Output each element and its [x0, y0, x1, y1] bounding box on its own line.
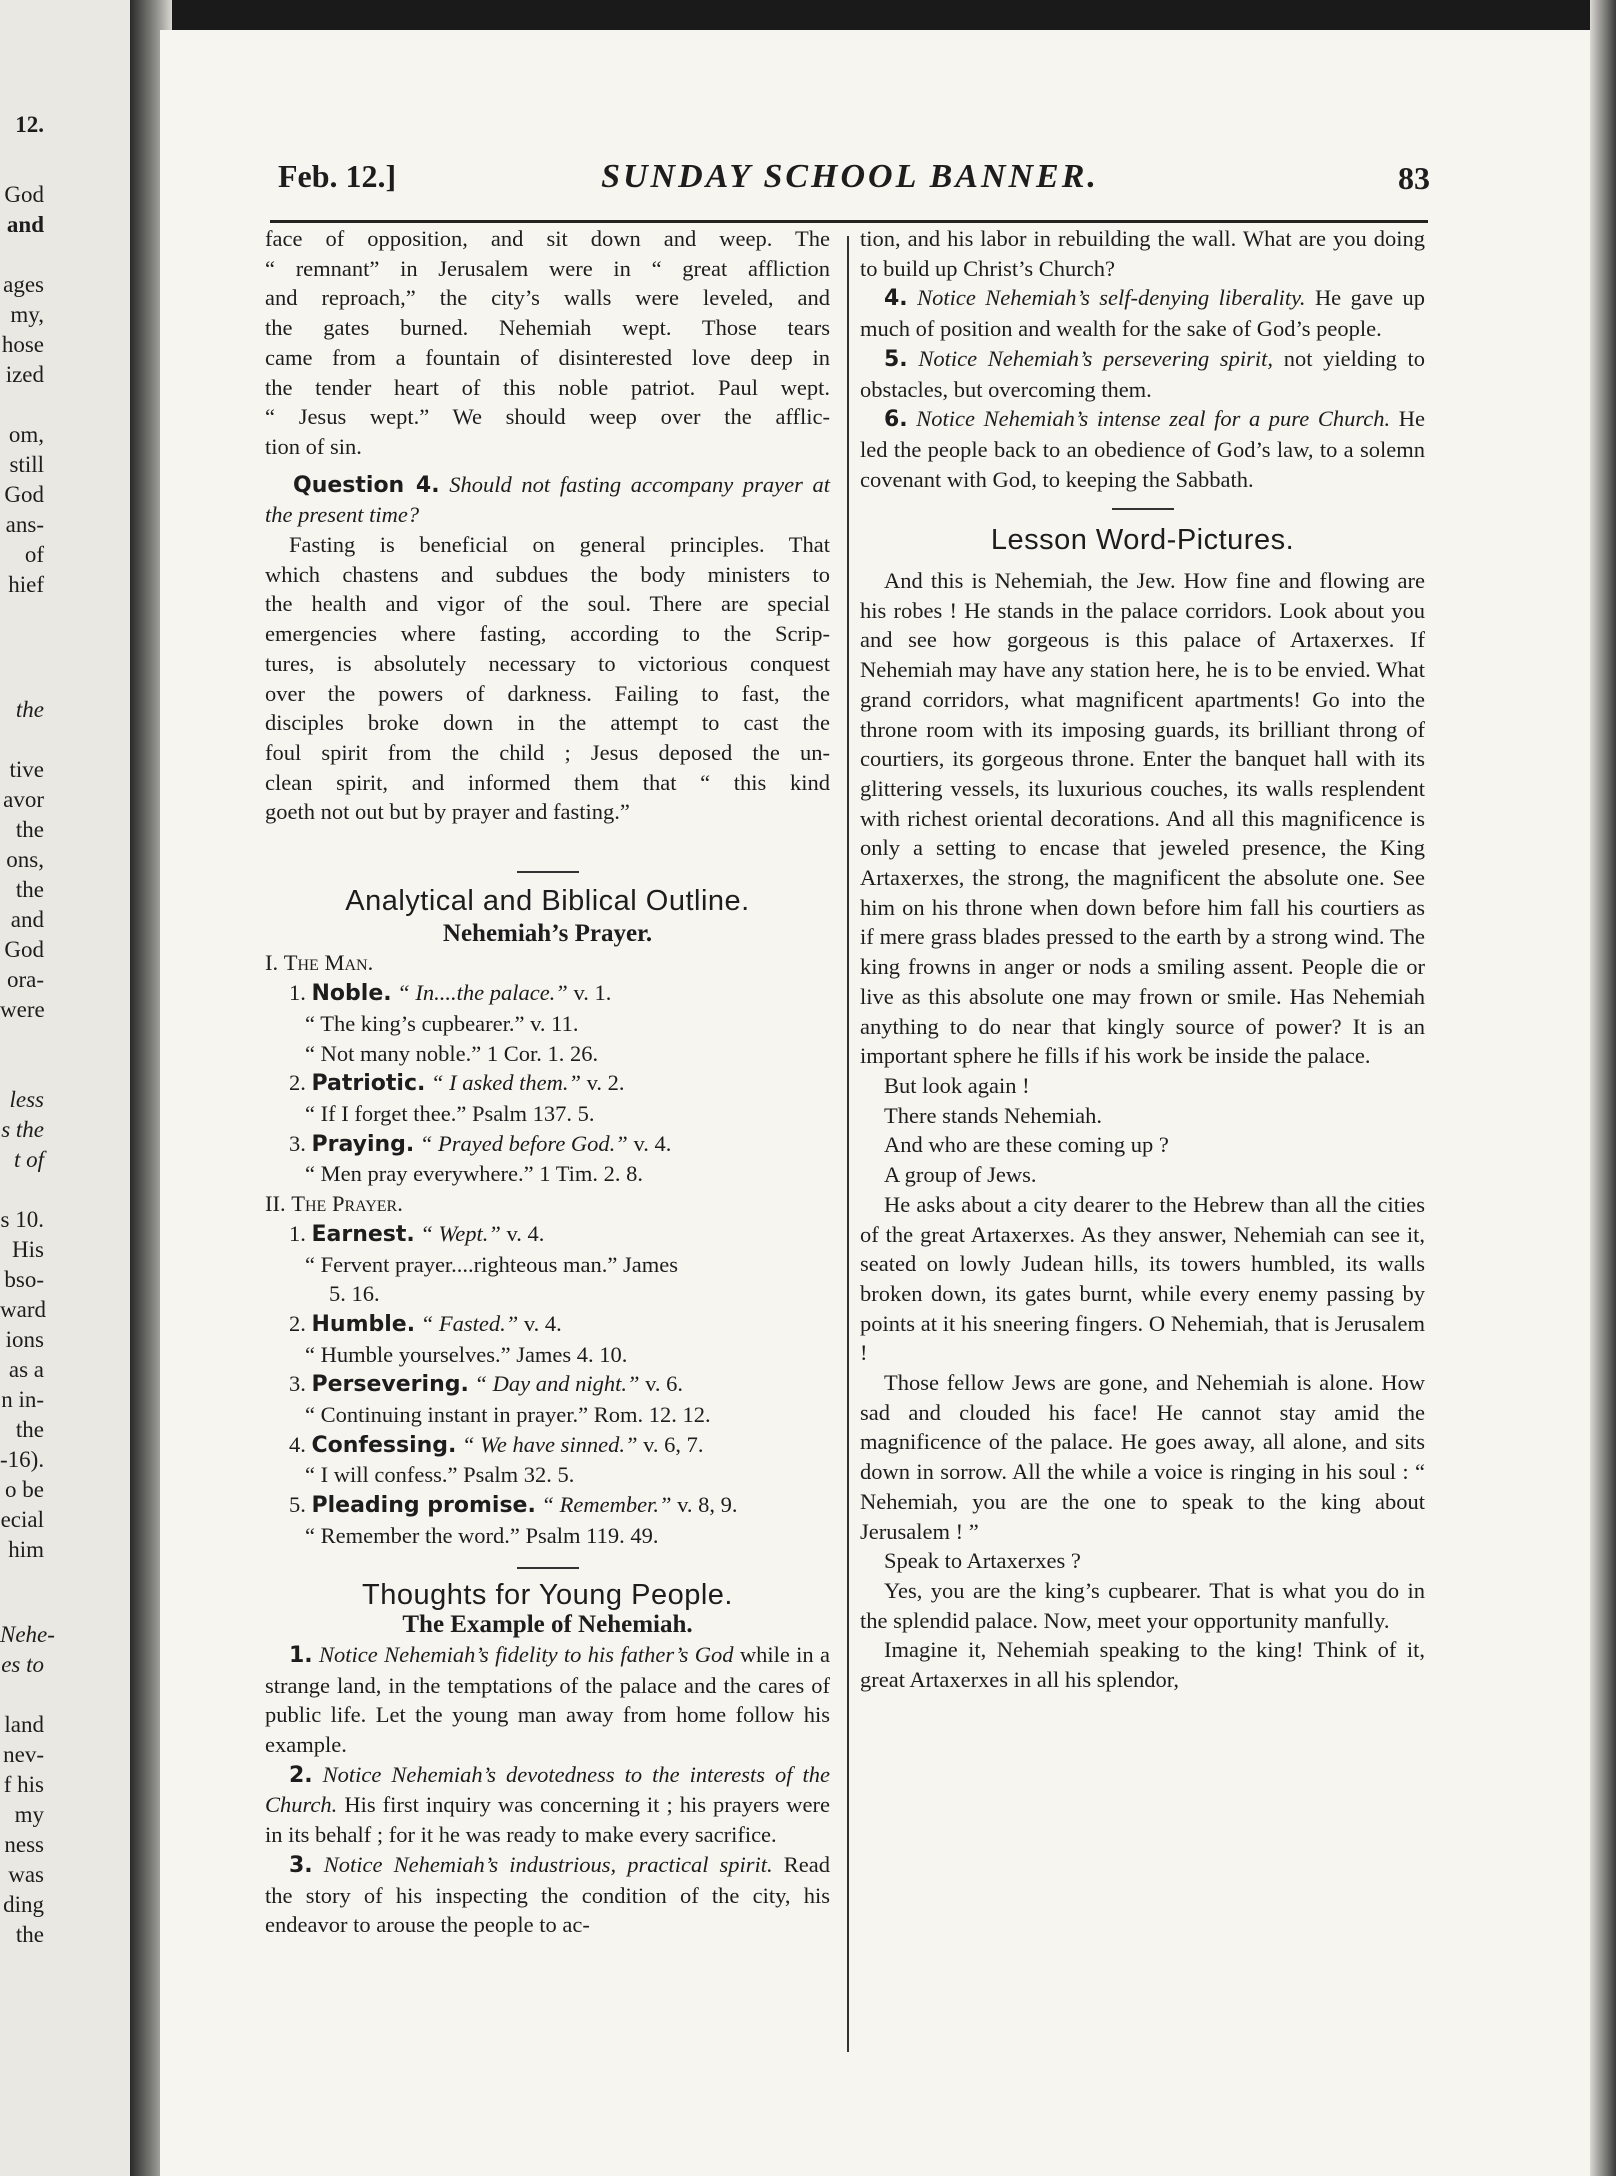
outline-citation: “ Continuing instant in prayer.” Rom. 12. 12.: [305, 1402, 711, 1428]
outline-section-label: The Prayer.: [291, 1191, 403, 1217]
outline-item: [289, 1490, 830, 1521]
outline-sub: [305, 1460, 830, 1490]
thought-item: [265, 1640, 830, 1760]
facing-page-fragment: om,: [8, 422, 44, 447]
text-line: “ Jesus wept.” We should weep over the afflic-: [265, 404, 830, 430]
page-number: 83: [1398, 160, 1430, 196]
thought-item: [860, 344, 1425, 404]
question-text: Should not fasting accompany prayer at the present time?: [265, 471, 830, 528]
outline-citation: “ If I forget thee.” Psalm 137. 5.: [305, 1100, 595, 1126]
text-line: emergencies where fasting, according to the Scrip-: [265, 621, 830, 647]
facing-page-fragment: ding: [3, 1892, 44, 1917]
facing-page-fragment: ness: [4, 1832, 44, 1857]
facing-page-fragment: less: [9, 1087, 44, 1112]
facing-page-fragment: still: [9, 452, 44, 477]
outline-reference: v. 4.: [523, 1310, 562, 1336]
facing-page-fragment: 12.: [15, 112, 44, 137]
thought-lead: Notice Nehemiah’s industrious, practical spirit.: [323, 1851, 773, 1877]
outline-sub: [305, 1009, 830, 1039]
section-divider: [1112, 508, 1174, 510]
thought-text: His first inquiry was concerning it ; his prayers were in its behalf ; for it he was ready to make every sacrifice.: [265, 1792, 830, 1848]
text-line: face of opposition, and sit down and weep. The: [265, 226, 830, 251]
facing-page-fragment: him: [8, 1537, 44, 1562]
word-pictures-paragraph: Yes, you are the king’s cupbearer. That is what you do in the splendid palace. Now, meet your opportunity manfully.: [860, 1577, 1425, 1633]
facing-page-fragment: es to: [1, 1652, 44, 1677]
facing-page-fragment: as a: [8, 1357, 44, 1382]
outline-sub: [305, 1521, 830, 1551]
text-line: over the powers of darkness. Failing to fast, the: [265, 680, 830, 706]
outline-sub: [305, 1099, 830, 1129]
facing-page-fragment: the: [15, 1922, 44, 1947]
outline-number: 2.: [289, 1070, 306, 1096]
word-pictures-paragraph: Imagine it, Nehemiah speaking to the king! Think of it, great Artaxerxes in all his splendor,: [860, 1637, 1425, 1693]
thought-text: while in a strange land, in the temptations of the palace and the cares of public life. Let the young man away from home follow his example.: [265, 1641, 831, 1758]
thought-lead: Notice Nehemiah’s self-denying liberality.: [917, 285, 1306, 311]
outline-label: Noble.: [311, 981, 392, 1007]
text-line: the health and vigor of the soul. There are special: [265, 591, 830, 617]
facing-page-fragment: ward: [0, 1297, 46, 1322]
outline-citation: “ Remember the word.” Psalm 119. 49.: [305, 1522, 659, 1548]
text-line: came from a fountain of disinterested love deep in: [265, 344, 830, 370]
question-label: Question 4.: [293, 472, 440, 498]
facing-page-fragment: f his: [3, 1772, 44, 1797]
facing-page-fragment: ora-: [6, 967, 44, 992]
thought-number: 3.: [289, 1852, 313, 1878]
outline-section: [265, 948, 830, 978]
outline-section-label: The Man.: [283, 950, 374, 976]
outline-number: II.: [265, 1191, 286, 1217]
thought-text: He led the people back to an obedience of God’s law, to a solemn covenant with God, to keeping the Sabbath.: [860, 406, 1426, 492]
outline-quote: “ I asked them.”: [430, 1070, 581, 1096]
text-line: “ remnant” in Jerusalem were in “ great affliction: [265, 255, 830, 281]
poem-line: But look again !: [884, 1072, 1030, 1098]
outline-sub: [305, 1250, 830, 1280]
facing-page-fragment: the: [15, 877, 44, 902]
thought-item: [860, 283, 1425, 343]
facing-page-fragment: His: [12, 1237, 44, 1262]
word-pictures-paragraph: And this is Nehemiah, the Jew. How fine and flowing are his robes ! He stands in the palace corridors. Look about you and see how gorgeous is this palace of Artaxerxes. If Nehemiah may have any station here, he is to be envied. What grand corridors, what magnificent apartments! Go into the throne room with its imposing guards, its brilliant throng of courtiers, its gorgeous throne. Enter the banquet hall with its glittering vessels, its luxurious couches, its walls resplendent with richest oriental decorations. And all this magnificence is only a setting to encase that jeweled presence, the King Artaxerxes, the strong, the magnificent the absolute one. See him on his throne when down before him fall his courtiers as if mere grass blades pressed to the earth by a strong wind. The king frowns in anger or nods a smiling assent. People die or live as this absolute one may frown or smile. Has Nehemiah anything to do near that kingly source of power? It is an important sphere he fills if his work be inside the palace.: [860, 568, 1425, 1069]
outline-quote: “ In....the palace.”: [397, 980, 568, 1006]
outline-heading: Analytical and Biblical Outline.: [345, 885, 750, 918]
page-edge: [1590, 0, 1616, 2176]
word-pictures-paragraph: Speak to Artaxerxes ?: [884, 1548, 1081, 1574]
outline-label: Persevering.: [311, 1372, 469, 1398]
text-line: Fasting is beneficial on general principles. That: [289, 532, 830, 558]
text-line: the tender heart of this noble patriot. Paul wept.: [265, 374, 830, 400]
facing-page-fragment: the: [15, 817, 44, 842]
left-column: [265, 224, 830, 1940]
running-head: [270, 150, 1430, 210]
thought-item: [265, 1850, 830, 1940]
facing-page-fragment: the: [15, 697, 44, 722]
text-line: clean spirit, and informed them that “ this kind: [265, 769, 830, 795]
question-4: [265, 470, 830, 530]
outline-item: [289, 1369, 830, 1400]
facing-page-fragment: nev-: [3, 1742, 44, 1767]
facing-page-fragment: my,: [10, 302, 44, 327]
column-rule: [847, 236, 849, 2052]
outline-sub: [305, 1159, 830, 1189]
outline-quote: “ Wept.”: [420, 1220, 501, 1246]
section-divider: [517, 1567, 579, 1569]
facing-page-fragment: bso-: [4, 1267, 44, 1292]
facing-page-fragment: was: [8, 1862, 44, 1887]
text-line: tures, is absolutely necessary to victorious conquest: [265, 650, 830, 676]
thoughts-list: [265, 1640, 830, 1940]
facing-page-fragment: s the: [1, 1117, 44, 1142]
facing-page-fragment: tive: [9, 757, 44, 782]
outline-label: Humble.: [311, 1311, 416, 1337]
facing-page-fragment: land: [4, 1712, 44, 1737]
facing-page-fragment: God: [4, 182, 44, 207]
outline-label: Pleading promise.: [311, 1493, 536, 1519]
facing-page-fragment: avor: [3, 787, 44, 812]
answer-paragraph: [265, 530, 830, 827]
thought-number: 4.: [884, 286, 908, 312]
facing-page-fragment: ions: [5, 1327, 44, 1352]
outline-sub2: [329, 1279, 830, 1309]
facing-page-fragment: Nehe-: [0, 1622, 55, 1647]
facing-page-fragment: of: [24, 542, 44, 567]
outline-item: [289, 1430, 830, 1461]
intro-paragraph: [265, 224, 830, 462]
thought-text: He gave up much of position and wealth for the sake of God’s people.: [860, 285, 1425, 342]
poem-line: And who are these coming up ?: [884, 1132, 1169, 1158]
outline-reference: v. 1.: [573, 980, 612, 1006]
facing-page-fragment: o be: [5, 1477, 44, 1502]
thoughts-list-continued: [860, 283, 1425, 494]
outline-sub: [305, 1400, 830, 1430]
thought-lead: Notice Nehemiah’s intense zeal for a pure Church.: [916, 406, 1391, 432]
facing-page-fragment: ages: [3, 272, 44, 297]
outline-number: 2.: [289, 1310, 306, 1336]
thought-item: [860, 404, 1425, 494]
text-line: the gates burned. Nehemiah wept. Those tears: [265, 315, 830, 341]
facing-page-fragment: n in-: [1, 1387, 44, 1412]
text-line: and reproach,” the city’s walls were leveled, and: [265, 285, 830, 311]
text-line: tion of sin.: [265, 433, 362, 459]
thought-text: Read the story of his inspecting the condition of the city, his endeavor to arouse the people to ac-: [265, 1851, 831, 1938]
outline-label: Patriotic.: [311, 1071, 426, 1097]
thoughts-heading: Thoughts for Young People.: [362, 1578, 733, 1611]
outline-number: 1.: [289, 1220, 306, 1246]
outline-sub: [305, 1340, 830, 1370]
outline-label: Praying.: [311, 1131, 415, 1157]
outline-reference: v. 4.: [633, 1130, 672, 1156]
outline-item: [289, 1219, 830, 1250]
text-line: which chastens and subdues the body ministers to: [265, 561, 830, 587]
outline-quote: “ We have sinned.”: [462, 1431, 638, 1457]
text-line: disciples broke down in the attempt to cast the: [265, 710, 830, 736]
outline-citation: “ The king’s cupbearer.” v. 11.: [305, 1010, 579, 1036]
header-rule: [270, 220, 1428, 223]
outline-citation: “ Men pray everywhere.” 1 Tim. 2. 8.: [305, 1161, 644, 1187]
right-column: [860, 224, 1425, 1695]
outline-sub: [305, 1039, 830, 1069]
outline-quote: “ Prayed before God.”: [419, 1130, 628, 1156]
outline-reference: v. 2.: [586, 1070, 625, 1096]
outline-reference: v. 6.: [645, 1371, 684, 1397]
outline-reference: v. 8, 9.: [677, 1492, 738, 1518]
poem-block: [884, 1071, 1425, 1190]
outline-number: 1.: [289, 980, 306, 1006]
facing-page-fragment: -16).: [0, 1447, 45, 1472]
thought-lead: Notice Nehemiah’s devotedness to the interests of the Church.: [265, 1761, 830, 1818]
outline-item: [289, 978, 830, 1009]
outline-number: 4.: [289, 1431, 306, 1457]
facing-page-fragment: s 10.: [0, 1207, 44, 1232]
outline-label: Confessing.: [311, 1432, 457, 1458]
text-line: goeth not out but by prayer and fasting.”: [265, 799, 630, 825]
facing-page-fragment: and: [6, 212, 44, 237]
facing-page-fragment: ons,: [6, 847, 44, 872]
journal-title: SUNDAY SCHOOL BANNER.: [601, 158, 1099, 195]
outline-citation: 5. 16.: [329, 1281, 380, 1307]
facing-page-fragment: God: [4, 482, 44, 507]
thought-item: [265, 1760, 830, 1850]
outline-citation: “ Humble yourselves.” James 4. 10.: [305, 1341, 628, 1367]
facing-page-fragment: hief: [8, 572, 44, 597]
facing-page-fragment: the: [15, 1417, 44, 1442]
section-divider: [517, 871, 579, 873]
outline-item: [289, 1068, 830, 1099]
thought-number: 5.: [884, 346, 908, 372]
facing-page-fragment: were: [0, 997, 45, 1022]
outline-reference: v. 4.: [506, 1220, 545, 1246]
outline-number: 3.: [289, 1130, 306, 1156]
thought-continuation: tion, and his labor in rebuilding the wall. What are you doing to build up Christ’s Church?: [860, 226, 1425, 281]
thought-lead: Notice Nehemiah’s fidelity to his father’s God: [319, 1641, 734, 1667]
thoughts-subheading: The Example of Nehemiah.: [402, 1611, 693, 1639]
thought-number: 2.: [289, 1762, 313, 1788]
outline-citation: “ Not many noble.” 1 Cor. 1. 26.: [305, 1040, 599, 1066]
outline-item: [289, 1129, 830, 1160]
outline-number: 3.: [289, 1371, 306, 1397]
facing-page-fragment: ecial: [0, 1507, 44, 1532]
outline-citation: “ Fervent prayer....righteous man.” James: [305, 1251, 679, 1277]
outline-quote: “ Remember.”: [541, 1492, 672, 1518]
outline-number: 5.: [289, 1492, 306, 1518]
poem-line: A group of Jews.: [884, 1162, 1037, 1188]
outline-citation: “ I will confess.” Psalm 32. 5.: [305, 1462, 575, 1488]
outline-number: I.: [265, 950, 279, 976]
poem-line: There stands Nehemiah.: [884, 1102, 1103, 1128]
outline-quote: “ Day and night.”: [474, 1371, 640, 1397]
facing-page-fragment: my: [14, 1802, 44, 1827]
outline-quote: “ Fasted.”: [420, 1310, 519, 1336]
outline-reference: v. 6, 7.: [643, 1431, 704, 1457]
outline-list: [265, 948, 830, 1550]
issue-date: Feb. 12.]: [278, 158, 397, 194]
word-pictures-heading: Lesson Word-Pictures.: [990, 524, 1295, 557]
facing-page-fragment: hose: [1, 332, 44, 357]
word-pictures-paragraph: He asks about a city dearer to the Hebrew than all the cities of the great Artaxerxes. As they answer, Nehemiah can see it, seated on lowly Judean hills, its towers humbled, its walls broken down, its gates burnt, while every enemy passing by points at it his sneering fingers. O Nehemiah, that is Jerusalem !: [860, 1191, 1425, 1366]
facing-page-fragment: God: [4, 937, 44, 962]
outline-item: [289, 1309, 830, 1340]
thought-text: not yielding to obstacles, but overcoming them.: [860, 345, 1426, 402]
facing-page-fragment: t of: [13, 1147, 44, 1172]
facing-page-fragment: ans-: [5, 512, 44, 537]
outline-label: Earnest.: [311, 1221, 415, 1247]
outline-section: [265, 1189, 830, 1219]
word-pictures-paragraph: Those fellow Jews are gone, and Nehemiah is alone. How sad and clouded his face! He cannot stay amid the magnificence of the palace. He goes away, all alone, and sits down in sorrow. All the while a voice is ringing in his soul : “ Nehemiah, you are the one to speak to the king about Jerusalem ! ”: [860, 1370, 1425, 1544]
facing-page-fragment: ized: [5, 362, 44, 387]
facing-page: [0, 0, 130, 2176]
thought-lead: Notice Nehemiah’s persevering spirit,: [918, 345, 1274, 371]
facing-page-fragment: and: [10, 907, 44, 932]
thought-number: 6.: [884, 407, 908, 433]
text-line: foul spirit from the child ; Jesus deposed the un-: [265, 739, 830, 765]
thought-number: 1.: [289, 1642, 313, 1668]
outline-subheading: Nehemiah’s Prayer.: [442, 919, 653, 947]
